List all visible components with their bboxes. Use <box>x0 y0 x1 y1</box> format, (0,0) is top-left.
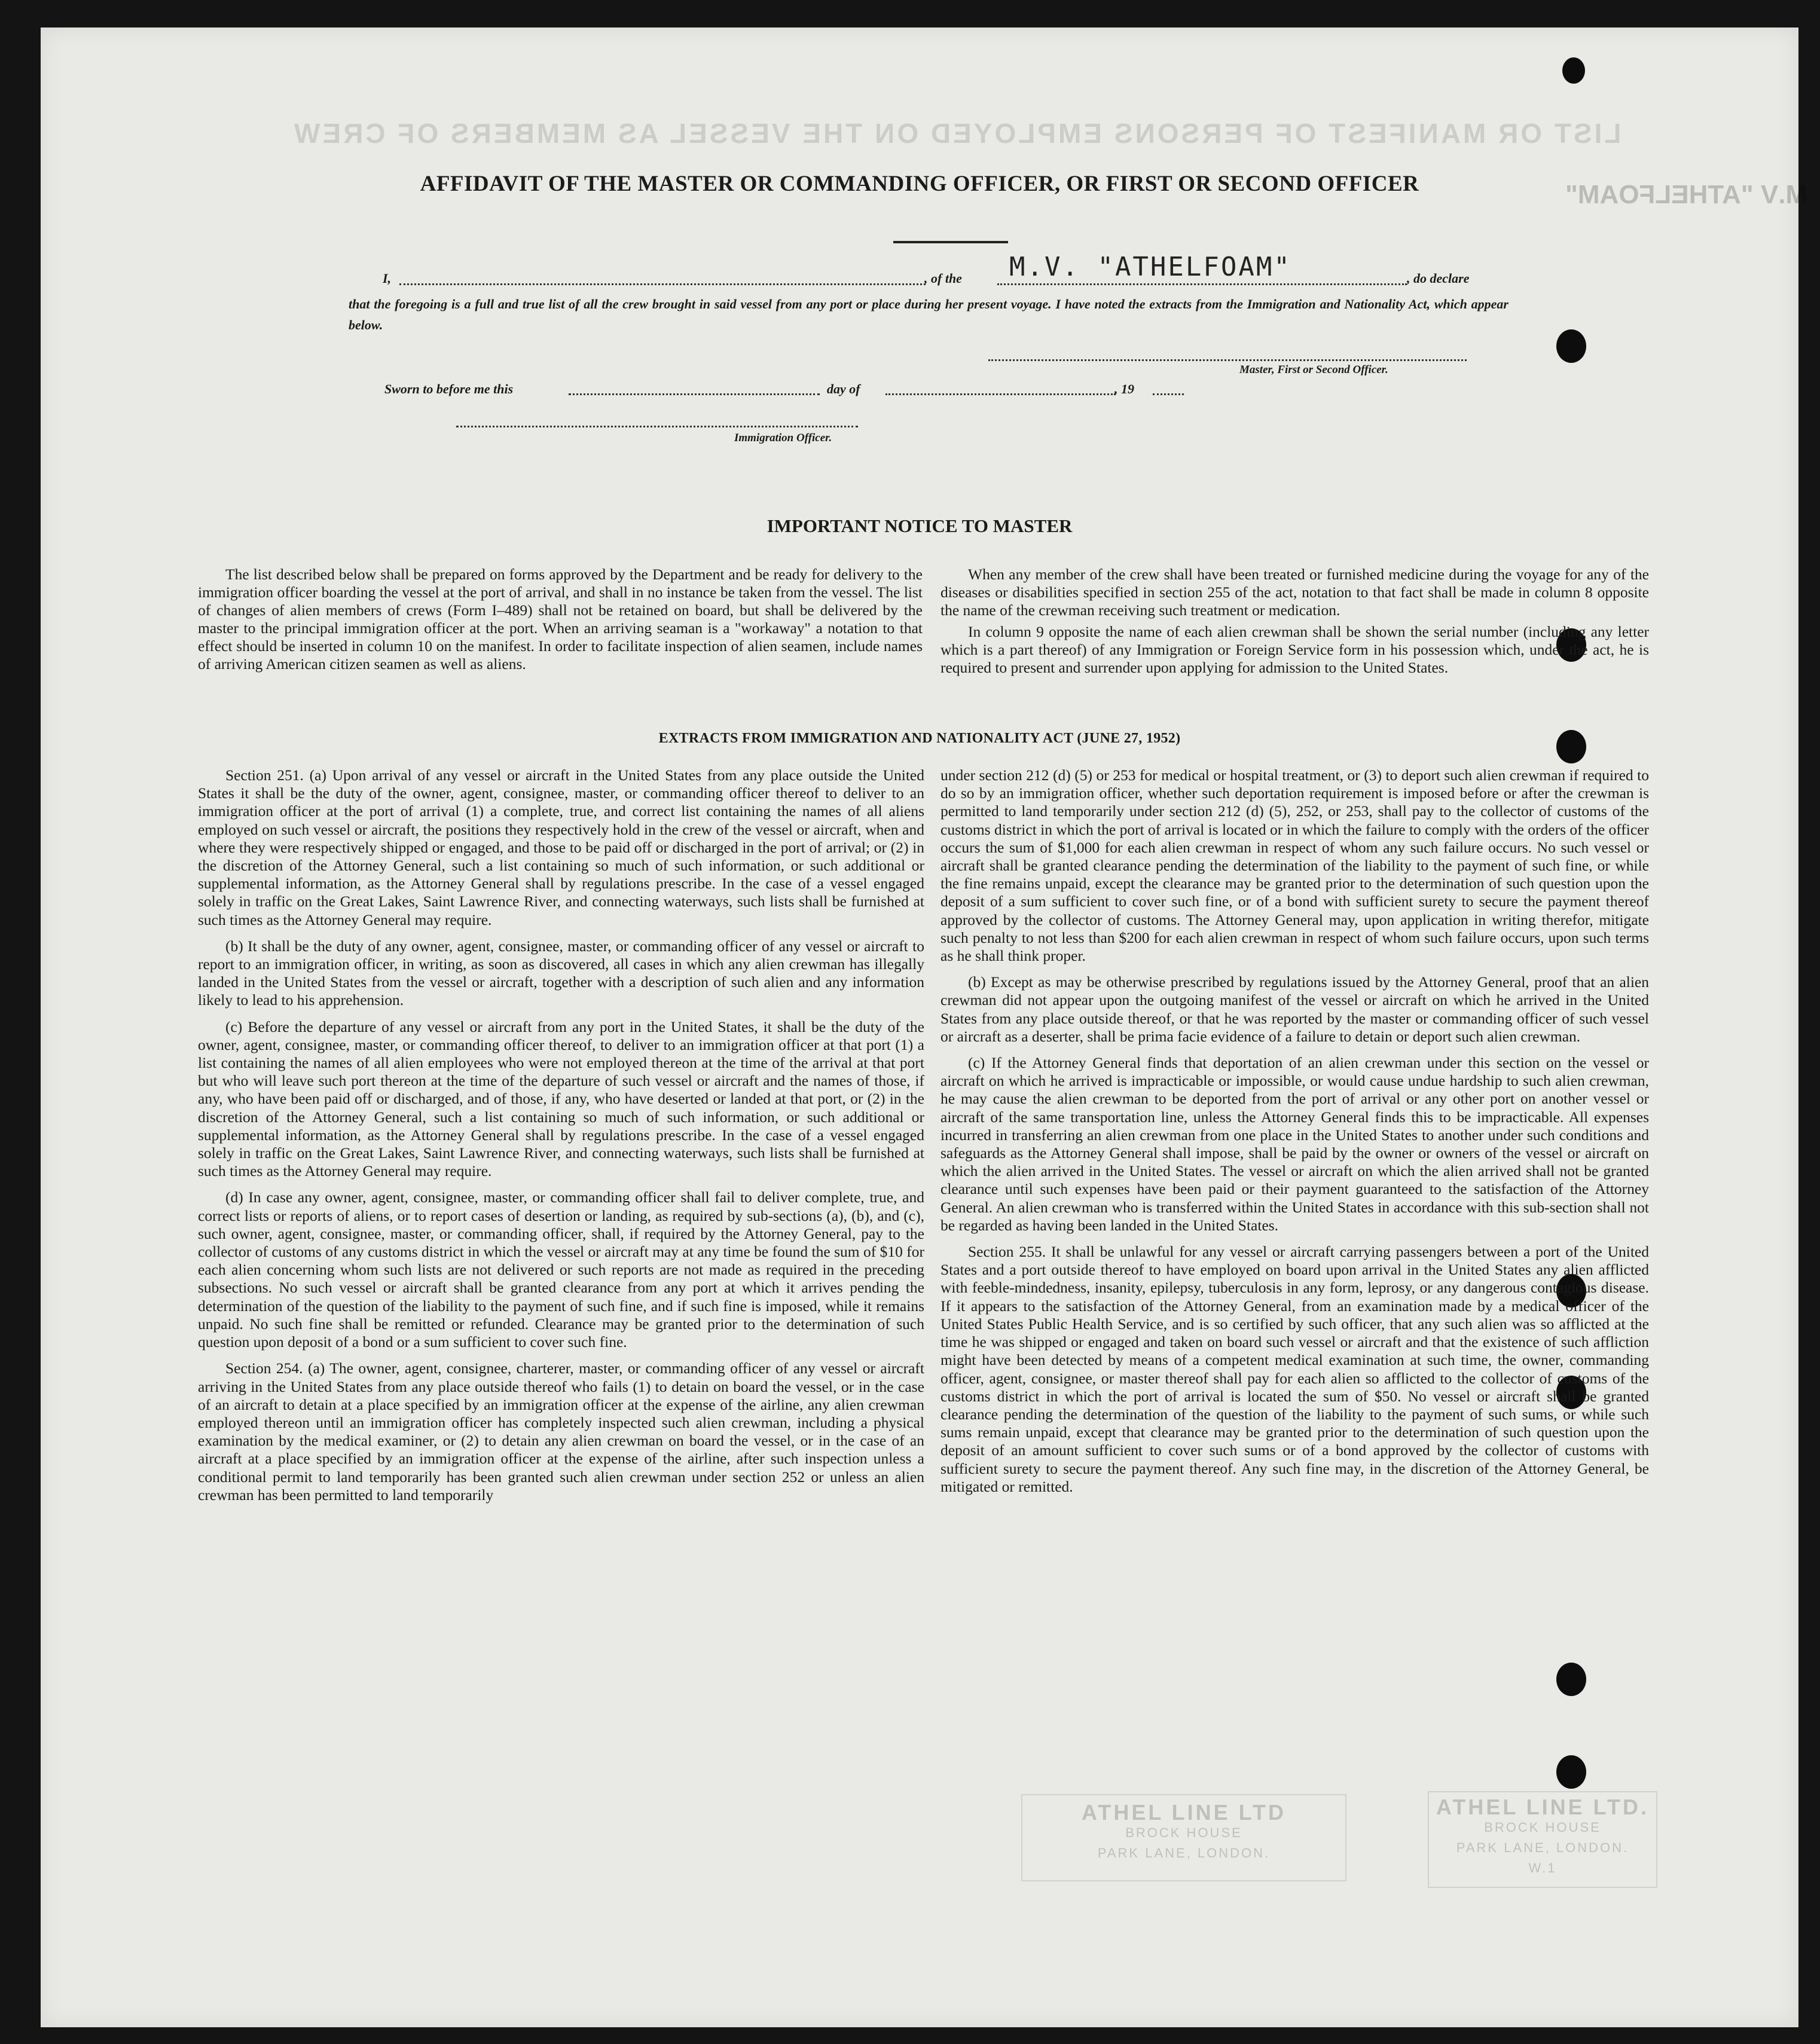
section-254-a: Section 254. (a) The owner, agent, consignee, charterer, master, or commanding officer of any vessel or aircraft arriving in the United States from any place outside thereof who fails (1) to detain on board the vessel, or in the case of an aircraft to detain at a place specified by an immigration officer at the expense of the airline, any alien crewman employed thereon until an immigration officer has completely inspected such alien crewman, including a physical examination by the medical examiner, or (2) to detain any alien crewman on board the vessel, or in the case of an aircraft at a place specified by an immigration officer at the expense of the airline, after such inspection unless a conditional permit to land temporarily has been granted such alien crewman under section 252 or unless an alien crewman has been permitted to land temporarily <box>198 1359 924 1504</box>
vessel-blank <box>997 283 1407 285</box>
immigration-officer-caption: Immigration Officer. <box>734 432 832 444</box>
section-254-b: (b) Except as may be otherwise prescribed by regulations issued by the Attorney General, proof that an alien crewman did not appear upon the outgoing manifest of the vessel or aircraft on which he arrived in the United States from any place outside thereof, or that he was reported by the master or commanding officer of such vessel or aircraft as a deserter, shall be prima facie evidence of a failure to detain or deport such alien crewman. <box>940 973 1649 1045</box>
sworn-label: Sworn to before me this <box>384 381 514 396</box>
master-caption: Master, First or Second Officer. <box>1239 363 1388 376</box>
name-blank <box>399 283 926 285</box>
punch-hole <box>1556 329 1586 363</box>
notice-left-paragraph <box>198 566 923 677</box>
vessel-name: M.V. "ATHELFOAM" <box>1009 252 1291 282</box>
stamp-2-line-1: ATHEL LINE LTD. <box>1436 1795 1649 1819</box>
affidavit-title: AFFIDAVIT OF THE MASTER OR COMMANDING OFFICER, OR FIRST OR SECOND OFFICER <box>420 172 1419 196</box>
company-stamp-1 <box>1021 1794 1346 1881</box>
notice-title: IMPORTANT NOTICE TO MASTER <box>767 515 1073 536</box>
section-251-c: (c) Before the departure of any vessel or aircraft from any port in the United States, it shall be the duty of the owner, agent, consignee, master, or commanding officer thereof, to deliver to an immigration officer at that port (1) a list containing the names of all alien employees who were not employed thereon at the time of the arrival at that port but who will leave such port thereon at the time of the departure of such vessel or aircraft and the names of those, if any, who have been paid off or discharged, and of those, if any, who have deserted or landed at that port, or (2) in the discretion of the Attorney General, such a list containing so much of such information, or such additional or supplemental information, as the Attorney General shall by regulations prescribe. In the case of a vessel engaged solely in traffic on the Great Lakes, Saint Lawrence River, and connecting waterways, such lists shall be furnished at such times as the Attorney General may require. <box>198 1018 924 1180</box>
section-251-d: (d) In case any owner, agent, consignee, master, or commanding officer shall fail to deliver complete, true, and correct lists or reports of aliens, or to report cases of desertion or landing, as required by sub-sections (a), (b), and (c), such owner, agent, consignee, master, or commanding officer, shall, if required by the Attorney General, pay to the collector of customs of any customs district in which the vessel or aircraft may at any time be found the sum of $10 for each alien concerning whom such lists are not delivered or such reports are not made as required in the preceding subsections. No such vessel or aircraft shall be granted clearance from any port at which it arrives pending the determination of the question of the liability to the payment of such fine, and if such fine is imposed, while it remains unpaid. No such fine shall be remitted or refunded. Clearance may be granted prior to the determination of such question upon deposit of a bond or a sum sufficient to cover such fine. <box>198 1188 924 1351</box>
stamp-2-line-2: BROCK HOUSE <box>1484 1820 1601 1835</box>
punch-hole <box>1556 1663 1586 1696</box>
title-rule <box>893 241 1008 243</box>
master-signature-line <box>988 359 1467 361</box>
section-251-b: (b) It shall be the duty of any owner, agent, consignee, master, or commanding officer of any vessel or aircraft to report to an immigration officer, in writing, as soon as discovered, all cases in which any alien crewman has illegally landed in the United States from the vessel or aircraft, together with a description of such alien and any information likely to lead to his apprehension. <box>198 937 924 1009</box>
company-stamp-2 <box>1428 1791 1657 1888</box>
stamp-1-line-2: BROCK HOUSE <box>1125 1825 1242 1840</box>
of-the-label: , of the <box>924 271 962 286</box>
declaration-text: that the foregoing is a full and true list of all the crew brought in said vessel from any port or place during her present voyage. I have noted the extracts from the Immigration and Nationality Act, which appear below. <box>349 297 1508 332</box>
section-254-a-continued: under section 212 (d) (5) or 253 for medical or hospital treatment, or (3) to deport such alien crewman if required to do so by an immigration officer, whether such deportation requirement is imposed before or after the crewman is permitted to land temporarily under section 212 (d) (5), 252, or 253, shall pay to the collector of customs of the customs district in which the port of arrival is located or in which the failure to comply with the orders of the officer occurs the sum of $1,000 for each alien crewman in respect of whom any such failure occurs. No such vessel or aircraft shall be granted clearance pending the determination of the liability to the payment of such fine, or while the fine remains unpaid, except the clearance may be granted prior to the determination of such question upon the deposit of a sum sufficient to cover such fine, or of a bond with sufficient surety to secure the payment thereof approved by the collector of customs. The Attorney General may, upon application in writing therefor, mitigate such penalty to not less than $200 for each alien crewman in respect of whom such failure occurs, upon such terms as he shall think proper. <box>940 766 1649 965</box>
sworn-day-blank <box>569 393 820 395</box>
punch-hole <box>1556 1755 1586 1789</box>
section-251-a: Section 251. (a) Upon arrival of any vessel or aircraft in the United States from any place outside the United States it shall be the duty of the owner, agent, consignee, master, or commanding officer thereof to deliver to an immigration officer at the port of arrival (1) a complete, true, and correct list containing the names of all aliens employed on such vessel or aircraft, the positions they respectively hold in the crew of the vessel or aircraft, when and where they were respectively shipped or engaged, and those to be paid off or discharged in the port of arrival; or (2) in the discretion of the Attorney General, such a list containing so much of such information, or such additional or supplemental information, as the Attorney General shall by regulations prescribe. In the case of a vessel engaged solely in traffic on the Great Lakes, Saint Lawrence River, and connecting waterways, such lists shall be furnished at such times as the Attorney General may require. <box>198 766 924 928</box>
do-declare-label: , do declare <box>1407 271 1470 286</box>
notice-right-text-1: When any member of the crew shall have been treated or furnished medicine during the voyage for any of the diseases or disabilities specified in section 255 of the act, notation to that fact shall be made in column 8 opposite the name of the crewman receiving such treatment or medication. <box>940 566 1649 619</box>
extracts-right-column <box>940 766 1649 1504</box>
notice-right-paragraphs <box>940 566 1649 680</box>
extracts-left-column <box>198 766 924 1513</box>
stamp-1-line-1: ATHEL LINE LTD <box>1082 1800 1286 1825</box>
day-of-label: day of <box>827 381 860 396</box>
notice-right-text-2: In column 9 opposite the name of each alien crewman shall be shown the serial number (including any letter which is a part thereof) of any Immigration or Foreign Service form in his possession which, under the act, he is required to present and surrender upon applying for admission to the United States. <box>940 623 1649 676</box>
section-254-c: (c) If the Attorney General finds that deportation of an alien crewman under this section on the vessel or aircraft on which he arrived is impracticable or impossible, or would cause undue hardship to such alien crewman, he may cause the alien crewman to be deported from the port of arrival or any other port on another vessel or aircraft of the same transportation line, unless the Attorney General finds this to be impracticable. All expenses incurred in transferring an alien crewman from one place in the United States to another under such conditions and safeguards as the Attorney General shall impose, shall be paid by the owner or owners of the vessel or aircraft on which the alien arrived in the United States. The vessel or aircraft on which the alien arrived shall not be granted clearance until such expenses have been paid or their payment guaranteed to the satisfaction of the Attorney General. An alien crewman who is transferred within the United States in accordance with this sub-section shall not be regarded as having been landed in the United States. <box>940 1054 1649 1234</box>
year-label: , 19 <box>1114 381 1134 396</box>
section-255: Section 255. It shall be unlawful for any vessel or aircraft carrying passengers between a port of the United States and a port outside thereof to have employed on board upon arrival in the United States any alien afflicted with feeble-mindedness, insanity, epilepsy, tuberculosis in any form, leprosy, or any dangerous contagious disease. If it appears to the satisfaction of the Attorney General, from an examination made by a medical officer of the United States Public Health Service, and is so certified by such officer, that any such alien was so afflicted at the time he was shipped or engaged and taken on board such vessel or aircraft and that the existence of such affliction might have been detected by means of a competent medical examination at such time, the owner, commanding officer, agent, consignee, or master thereof shall pay for each alien so afflicted to the collector of customs of the customs district in which the port of arrival is located the sum of $50. No vessel or aircraft shall be granted clearance pending the determination of the question of the liability to the payment of such sums, or while such sums remain unpaid, except that clearance may be granted prior to the determination of such question upon the deposit of an amount sufficient to cover such sums or of a bond approved by the collector of customs with sufficient surety to secure the payment thereof. Any such fine may, in the discretion of the Attorney General, be mitigated or remitted. <box>940 1243 1649 1495</box>
notice-left-text: The list described below shall be prepared on forms approved by the Department and be ready for delivery to the immigration officer boarding the vessel at the port of arrival, and shall in no instance be taken from the vessel. The list of changes of alien members of crews (Form I–489) shall not be retained on board, but shall be delivered by the master to the principal immigration officer at the port. When an arriving seaman is a "workaway" a notation to that effect should be inserted in column 10 on the manifest. In order to facilitate inspection of alien seamen, include names of arriving American citizen seamen as well as aliens. <box>198 566 923 673</box>
bleed-through-header: LIST OR MANIFEST OF PERSONS EMPLOYED ON THE VESSEL AS MEMBERS OF CREW <box>292 118 1621 149</box>
i-label: I, <box>383 271 392 286</box>
stamp-2-line-4: W.1 <box>1528 1860 1557 1875</box>
document-page <box>41 28 1808 2027</box>
bleed-through-vessel: M.V "ATHELFOAM" <box>1565 180 1808 209</box>
punch-hole-partial <box>1562 57 1585 84</box>
sworn-year-blank <box>1153 393 1184 395</box>
immigration-officer-line <box>456 426 858 427</box>
stamp-1-line-3: PARK LANE, LONDON. <box>1097 1846 1271 1860</box>
sworn-month-blank <box>885 393 1116 395</box>
extracts-title: EXTRACTS FROM IMMIGRATION AND NATIONALITY ACT (JUNE 27, 1952) <box>658 731 1181 746</box>
stamp-2-line-3: PARK LANE, LONDON. <box>1456 1840 1629 1855</box>
